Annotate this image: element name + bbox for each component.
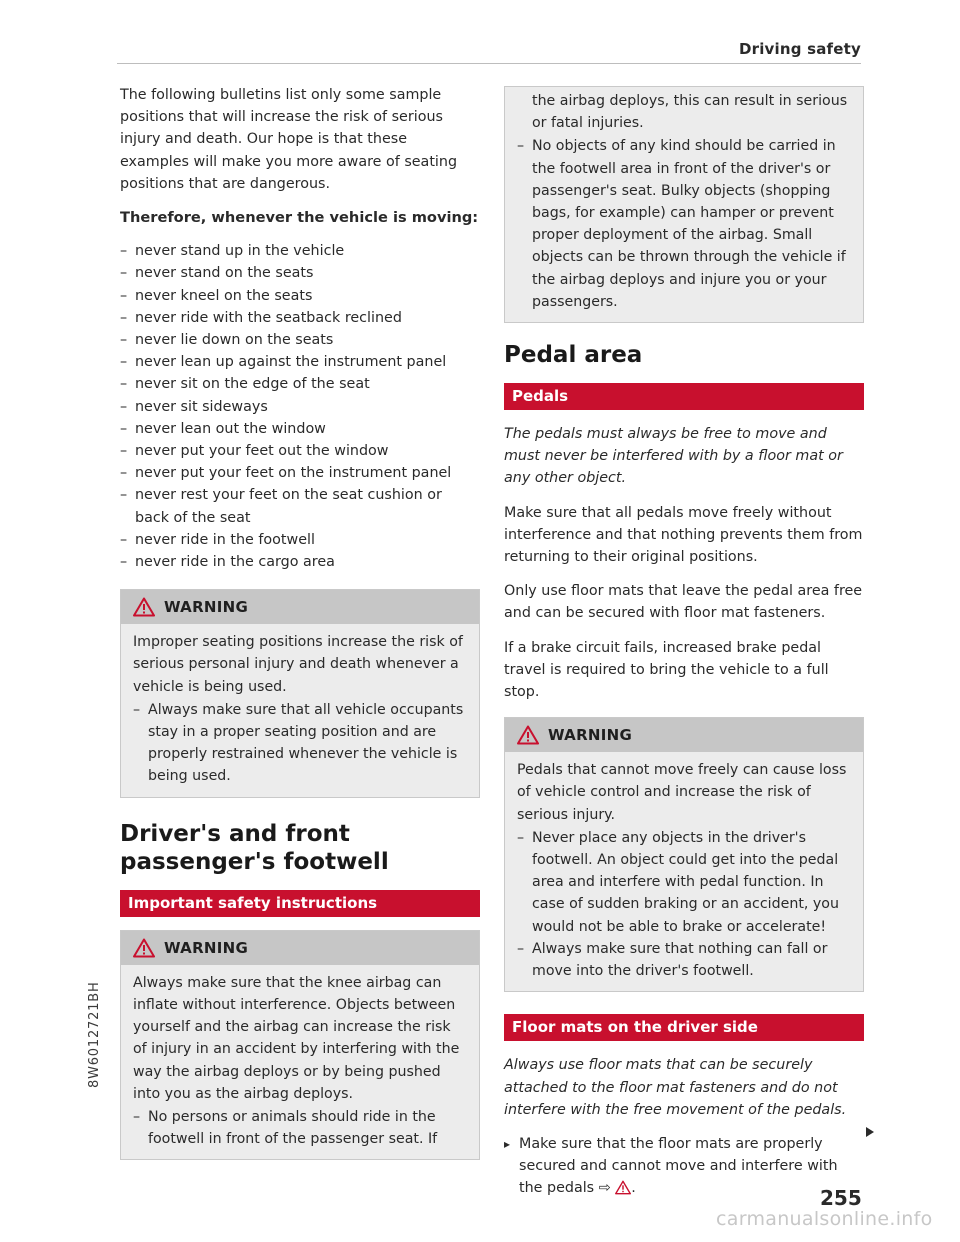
list-item: – never stand on the seats: [120, 262, 480, 284]
warning-box-pedals: [504, 717, 864, 992]
list-item: – never ride in the footwell: [120, 529, 480, 551]
warning-triangle-icon: [133, 597, 155, 617]
page-header: [117, 40, 861, 64]
pedals-paragraph: If a brake circuit fails, increased brake pedal travel is required to bring the vehicle to a full stop.: [504, 639, 829, 701]
list-item: – never kneel on the seats: [120, 285, 480, 307]
pedals-paragraph: Only use floor mats that leave the pedal area free and can be secured with floor mat fasteners.: [504, 583, 863, 622]
pedals-paragraph: Make sure that all pedals move freely without interference and that nothing prevents them from returning to their original positions.: [504, 504, 863, 566]
list-item: – never ride with the seatback reclined: [120, 307, 480, 329]
warning-box-continued: [504, 86, 864, 323]
step-text: Make sure that the floor mats are properly secured and cannot move and interfere with the pedals: [519, 1135, 838, 1197]
warning-header: [505, 718, 863, 752]
warning-body: [505, 752, 863, 991]
never-list: [120, 240, 480, 573]
warning-body: [121, 624, 479, 796]
header-rule: [117, 63, 861, 64]
section-title-footwell: Driver's and front passenger's footwell: [120, 820, 389, 875]
warning-list: [517, 135, 852, 313]
warning-item: – Always make sure that all vehicle occupants stay in a proper seating position and are properly restrained whenever the vehicle is being used.: [133, 699, 468, 788]
warning-item: – Never place any objects in the driver's footwell. An object could get into the pedal area and interfere with pedal function. In case of sudden braking or an accident, you would not be able to brake or accelerate!: [517, 827, 852, 938]
warning-triangle-icon: [133, 938, 155, 958]
list-item: ▸ Make sure that the floor mats are properly secured and cannot move and interfere with the pedals ⇨ .: [504, 1133, 864, 1200]
section-title-pedal-area: Pedal area: [504, 342, 643, 369]
warning-item: – No persons or animals should ride in the footwell in front of the passenger seat. If: [133, 1106, 468, 1150]
warning-list: [517, 827, 852, 982]
warning-box-knee-airbag: [120, 930, 480, 1161]
warning-list: [133, 1106, 468, 1150]
list-item: – never put your feet out the window: [120, 440, 480, 462]
warning-body: [505, 87, 863, 322]
list-item: – never rest your feet on the seat cushion or back of the seat: [120, 484, 480, 528]
warning-header: [121, 931, 479, 965]
list-item: – never lean up against the instrument panel: [120, 351, 480, 373]
continue-arrow-icon: [866, 1127, 874, 1137]
warning-box-seating: [120, 589, 480, 797]
document-code: 8W6012721BH: [87, 981, 102, 1088]
left-column: [120, 84, 480, 1160]
warning-item: – Always make sure that nothing can fall or move into the driver's footwell.: [517, 938, 852, 982]
warning-body: [121, 965, 479, 1160]
warning-text: Always make sure that the knee airbag can inflate without interference. Objects between yourself and the airbag can increase the risk of injury in an accident by interfering with the way the airbag deploys or by being pushed into you as the airbag deploys.: [133, 974, 460, 1102]
warning-text: Pedals that cannot move freely can cause loss of vehicle control and increase the risk of serious injury.: [517, 762, 847, 823]
floor-mats-intro: Always use floor mats that can be securely attached to the floor mat fasteners and do not interfere with the free movement of the pedals.: [504, 1057, 847, 1118]
page-number: 255: [820, 1186, 862, 1210]
watermark: carmanualsonline.info: [716, 1208, 933, 1230]
warning-title: WARNING: [164, 598, 249, 617]
warning-cont-text: the airbag deploys, this can result in serious or fatal injuries.: [532, 93, 848, 132]
moving-heading: Therefore, whenever the vehicle is moving:: [120, 209, 479, 227]
subsection-bar-floor-mats: Floor mats on the driver side: [504, 1014, 864, 1041]
warning-item: – No objects of any kind should be carried in the footwell area in front of the driver's or passenger's seat. Bulky objects (shopping bags, for example) can hamper or prevent proper deployment of the airbag. Small objects can be thrown through the vehicle if the airbag deploys and injure you or your passengers.: [517, 135, 852, 313]
warning-list: [133, 699, 468, 788]
warning-triangle-icon: [517, 725, 539, 745]
list-item: – never put your feet on the instrument panel: [120, 462, 480, 484]
warning-triangle-icon: [615, 1180, 631, 1195]
list-item: – never sit on the edge of the seat: [120, 373, 480, 395]
floor-mats-steps: [504, 1133, 864, 1200]
list-item: – never ride in the cargo area: [120, 551, 480, 573]
intro-paragraph: The following bulletins list only some sample positions that will increase the risk of serious injury and death. Our hope is that these examples will make you more aware of seating positions that are dangerous.: [120, 87, 458, 192]
warning-title: WARNING: [548, 726, 633, 745]
list-item: – never lean out the window: [120, 418, 480, 440]
warning-header: [121, 590, 479, 624]
pedals-intro: The pedals must always be free to move and must never be interfered with by a floor mat or any other object.: [504, 426, 843, 487]
list-item: – never sit sideways: [120, 396, 480, 418]
warning-title: WARNING: [164, 938, 249, 957]
subsection-bar-safety: Important safety instructions: [120, 890, 480, 917]
right-column: [504, 86, 864, 1200]
subsection-bar-pedals: Pedals: [504, 383, 864, 410]
header-title: Driving safety: [738, 40, 861, 58]
reference-arrow: ⇨: [598, 1180, 611, 1197]
list-item: – never lie down on the seats: [120, 329, 480, 351]
list-item: – never stand up in the vehicle: [120, 240, 480, 262]
warning-text: Improper seating positions increase the risk of serious personal injury and death whenever a vehicle is being used.: [133, 634, 463, 695]
